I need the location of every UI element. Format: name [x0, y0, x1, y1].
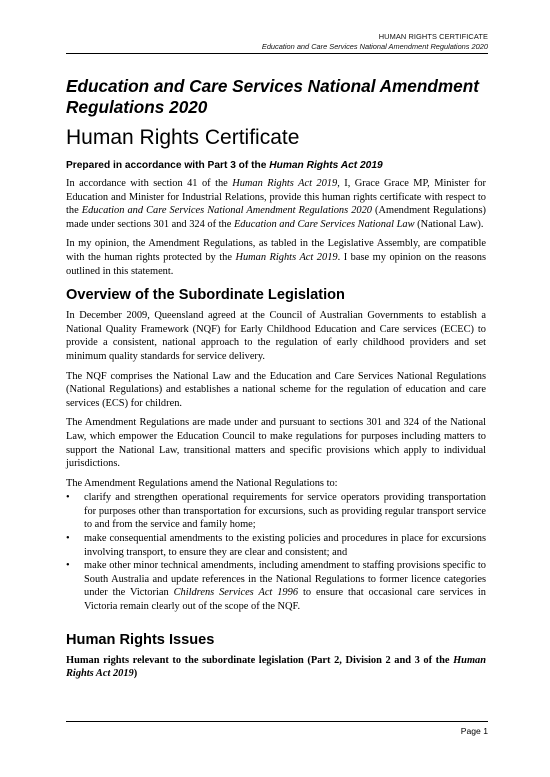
amendment-list	[66, 491, 486, 613]
act-reference: Human Rights Act 2019	[235, 251, 338, 263]
overview-paragraph-1: In December 2009, Queensland agreed at the Council of Australian Governments to establish a National Quality Framework (NQF) for Early Childhood Education and Care services (ECEC) to provide a consistent, national approach to the regulation of early childhood providers and set minimum quality standards for service delivery.	[66, 310, 486, 362]
overview-paragraph-3: The Amendment Regulations are made under and pursuant to sections 301 and 324 of the National Law, which empower the Education Council to make regulations for purposes including matters to support the National Law, transitional matters and specific provisions which apply to individual jurisdictions.	[66, 417, 486, 470]
list-item-text: clarify and strengthen operational requirements for service operators providing transportation for purposes other than transportation for excursions, such as providing regular transport service to and from the service and family home;	[84, 492, 486, 531]
page-content	[66, 76, 486, 681]
running-header-subtitle: Education and Care Services National Amendment Regulations 2020	[261, 42, 488, 51]
prepared-act: Human Rights Act 2019	[269, 160, 383, 171]
list-item-text: make other minor technical amendments, including amendment to staffing provisions specific to South Australia and update references in the National Regulations to former licence categories under the Victorian	[84, 560, 486, 599]
text-run: (Amendment Regulations) made under sections 301 and 324 of the	[66, 205, 486, 230]
header-rule	[66, 53, 488, 54]
act-reference: Education and Care Services National Amendment Regulations 2020	[81, 205, 372, 217]
overview-paragraph-2: The NQF comprises the National Law and the Education and Care Services National Regulations (National Regulations) and establishes a national scheme for the regulation of education and care services (ECS) for children.	[66, 370, 486, 409]
act-reference: Human Rights Act 2019	[66, 654, 486, 680]
text-run: Human rights relevant to the subordinate legislation (Part 2, Division 2 and 3 of the	[66, 654, 454, 666]
text-run: )	[133, 668, 138, 680]
intro-paragraph-2	[66, 237, 486, 278]
text-run: . I base my opinion on the reasons outlined in this statement.	[66, 251, 486, 277]
bullet-icon: •	[66, 492, 70, 504]
overview-heading: Overview of the Subordinate Legislation	[66, 287, 345, 304]
act-reference: Childrens Services Act 1996	[173, 587, 299, 599]
list-item-text: to ensure that occasional care services in Victoria remain clearly out of the scope of the NQF.	[84, 587, 487, 613]
prepared-statement	[66, 160, 486, 171]
document-title: Education and Care Services National Amendment Regulations 2020	[66, 76, 479, 117]
overview-paragraph-4: The Amendment Regulations amend the National Regulations to:	[66, 477, 338, 489]
footer-rule	[66, 721, 488, 722]
running-header-title: HUMAN RIGHTS CERTIFICATE	[378, 32, 488, 41]
list-item	[66, 559, 486, 613]
act-reference: Human Rights Act 2019	[232, 178, 338, 189]
act-reference: Education and Care Services National Law	[233, 218, 415, 230]
list-item-text: make consequential amendments to the existing policies and procedures in place for excursions involving transport, to ensure they are clear and consistent; and	[84, 533, 486, 558]
prepared-prefix: Prepared in accordance with Part 3 of the	[66, 160, 270, 171]
human-rights-issues-heading: Human Rights Issues	[66, 631, 215, 648]
text-run: In my opinion, the Amendment Regulations, as tabled in the Legislative Assembly, are compatible with the human rights protected by the	[66, 238, 486, 263]
text-run: (National Law).	[414, 218, 484, 230]
list-item	[66, 491, 486, 532]
bullet-icon: •	[66, 560, 70, 572]
document-subtitle: Human Rights Certificate	[66, 126, 300, 149]
text-run: In accordance with section 41 of the	[66, 178, 233, 189]
bullet-icon: •	[66, 533, 70, 545]
relevant-rights-subheading	[66, 654, 486, 681]
text-run: , I, Grace Grace MP, Minister for Education and Minister for Industrial Relations, provide this human rights certificate with respect to the	[66, 178, 486, 217]
intro-paragraph-1	[66, 177, 486, 231]
list-item	[66, 532, 486, 559]
page-number: Page 1	[460, 726, 488, 736]
